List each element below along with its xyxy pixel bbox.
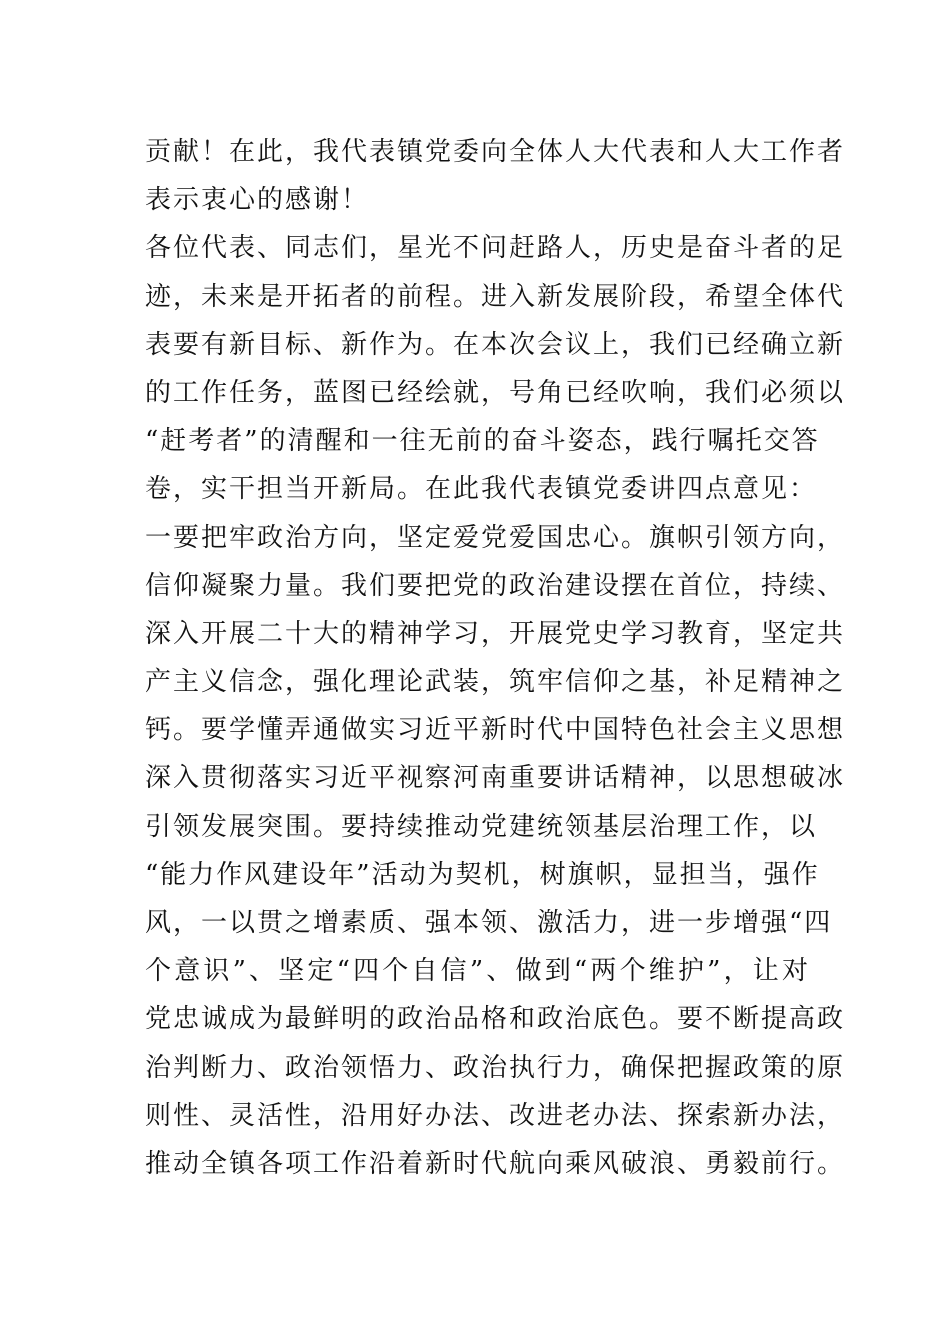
text-line: 的工作任务，蓝图已经绘就，号角已经吹响，我们必须以: [145, 377, 846, 408]
body-text: [145, 128, 846, 1188]
text-line: 表示衷心的感谢！: [145, 185, 370, 216]
text-line: “赶考者”的清醒和一往无前的奋斗姿态，践行嘱托交答: [145, 426, 820, 457]
text-line: 表要有新目标、新作为。在本次会议上，我们已经确立新: [145, 329, 846, 360]
text-line: 各位代表、同志们，星光不问赶路人，历史是奋斗者的足: [145, 233, 846, 264]
text-line: 钙。要学懂弄通做实习近平新时代中国特色社会主义思想: [145, 715, 846, 746]
text-line: 一要把牢政治方向，坚定爱党爱国忠心。旗帜引领方向，: [145, 522, 846, 553]
text-line: 引领发展突围。要持续推动党建统领基层治理工作，以: [145, 811, 818, 842]
text-line: 深入贯彻落实习近平视察河南重要讲话精神，以思想破冰: [145, 763, 846, 794]
text-line: 推动全镇各项工作沿着新时代航向乘风破浪、勇毅前行。: [145, 1148, 846, 1179]
text-line: 深入开展二十大的精神学习，开展党史学习教育，坚定共: [145, 618, 846, 649]
text-line: 产主义信念，强化理论武装，筑牢信仰之基，补足精神之: [145, 667, 846, 698]
text-line: 则性、灵活性，沿用好办法、改进老办法、探索新办法，: [145, 1100, 846, 1131]
text-line: 党忠诚成为最鲜明的政治品格和政治底色。要不断提高政: [145, 1004, 846, 1035]
text-line: 卷，实干担当开新局。在此我代表镇党委讲四点意见：: [145, 474, 818, 505]
text-line: “能力作风建设年”活动为契机，树旗帜，显担当，强作: [145, 859, 820, 890]
text-line: 迹，未来是开拓者的前程。进入新发展阶段，希望全体代: [145, 281, 846, 312]
text-line: 风，一以贯之增素质、强本领、激活力，进一步增强“四: [145, 908, 833, 938]
text-line: 贡献！在此，我代表镇党委向全体人大代表和人大工作者: [145, 137, 846, 167]
text-line: 治判断力、政治领悟力、政治执行力，确保把握政策的原: [145, 1052, 846, 1083]
text-line: 个意识”、坚定“四个自信”、做到“两个维护”，让对: [145, 956, 810, 987]
text-line: 信仰凝聚力量。我们要把党的政治建设摆在首位，持续、: [145, 570, 846, 601]
